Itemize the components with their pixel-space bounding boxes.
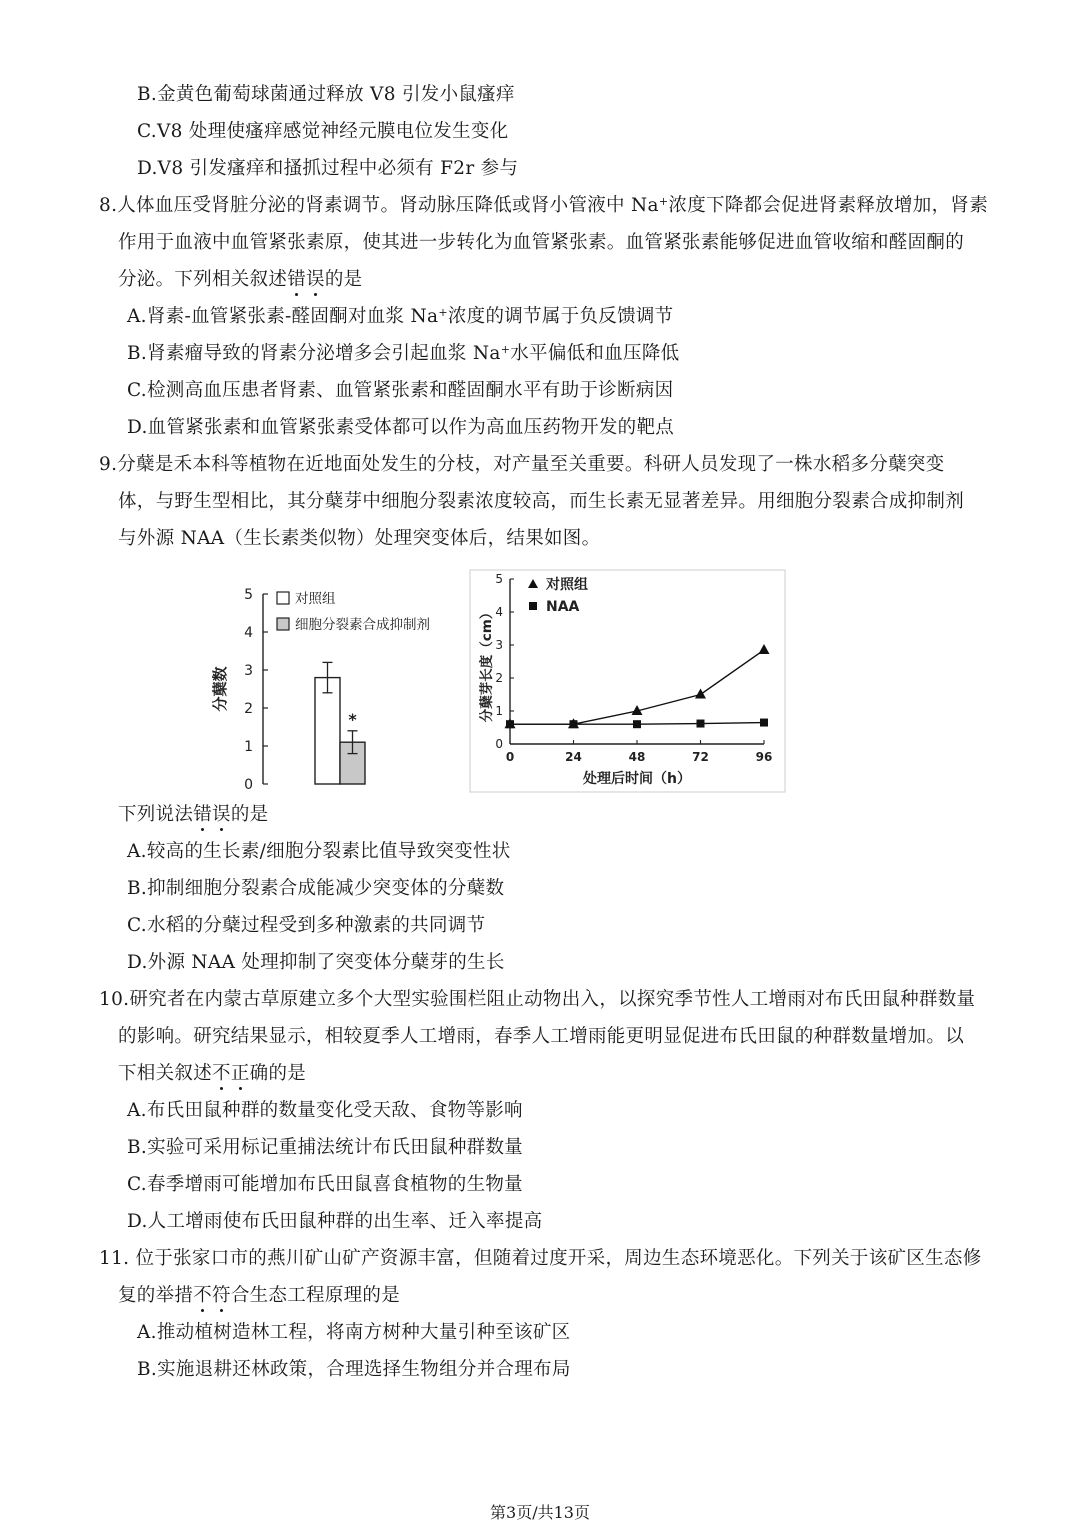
bar-y-tick-label: 1 — [244, 739, 253, 755]
q8-stem-line2: 作用于血液中血管紧张素原，使其进一步转化为血管紧张素。血管紧张素能够促进血管收缩和醛固酮的 — [118, 232, 965, 253]
q9-question: 下列说法错误的是 — [118, 804, 269, 825]
control-point — [695, 689, 706, 699]
bar-y-tick-label: 2 — [244, 701, 253, 717]
q10-stem-line3: 下相关叙述不正确的是 — [118, 1063, 307, 1084]
page-number: 第3页/共13页 — [490, 1503, 590, 1522]
line-x-tick-label: 0 — [505, 750, 515, 764]
q7-option-b: B.金黄色葡萄球菌通过释放 V8 引发小鼠瘙痒 — [137, 84, 515, 105]
line-chart — [465, 567, 795, 797]
q8-option-a: A.肾素-血管紧张素-醛固酮对血浆 Na+浓度的调节属于负反馈调节 — [127, 306, 674, 327]
naa-point — [633, 720, 641, 728]
bar-legend-swatch — [277, 618, 289, 630]
line-y-tick-label: 0 — [495, 737, 503, 751]
q9-stem-line1: 9.分蘖是禾本科等植物在近地面处发生的分枝，对产量至关重要。科研人员发现了一株水稻多分蘖突变 — [99, 454, 945, 475]
q8-option-d: D.血管紧张素和血管紧张素受体都可以作为高血压药物开发的靶点 — [127, 417, 675, 438]
q9-stem-line3: 与外源 NAA（生长素类似物）处理突变体后，结果如图。 — [118, 528, 601, 549]
bar-legend-label: 对照组 — [295, 591, 336, 607]
q11-stem-line1: 11. 位于张家口市的燕川矿山矿产资源丰富，但随着过度开采，周边生态环境恶化。下列关于该矿区生态修 — [99, 1248, 982, 1269]
q10-option-d: D.人工增雨使布氏田鼠种群的出生率、迁入率提高 — [127, 1211, 543, 1232]
line-y-axis-label: 分蘖芽长度（cm） — [479, 605, 495, 723]
q9-stem-line2: 体，与野生型相比，其分蘖芽中细胞分裂素浓度较高，而生长素无显著差异。用细胞分裂素合成抑制剂 — [118, 491, 965, 512]
control-point — [759, 644, 770, 654]
q9-option-c: C.水稻的分蘖过程受到多种激素的共同调节 — [127, 915, 486, 936]
q9-option-b: B.抑制细胞分裂素合成能减少突变体的分蘖数 — [127, 878, 505, 899]
line-y-tick-label: 5 — [495, 572, 503, 586]
bar-y-tick-label: 5 — [244, 587, 253, 603]
line-legend-triangle — [528, 579, 538, 588]
q8-option-b: B.肾素瘤导致的肾素分泌增多会引起血浆 Na+水平偏低和血压降低 — [127, 343, 680, 364]
q10-option-c: C.春季增雨可能增加布氏田鼠喜食植物的生物量 — [127, 1174, 523, 1195]
line-legend-label: NAA — [546, 599, 580, 615]
bar-legend-label: 细胞分裂素合成抑制剂 — [295, 617, 430, 633]
q11-option-b: B.实施退耕还林政策，合理选择生物组分并合理布局 — [137, 1359, 571, 1380]
q9-option-a: A.较高的生长素/细胞分裂素比值导致突变性状 — [127, 841, 511, 862]
bar-y-axis-label: 分蘖数 — [211, 666, 229, 712]
bar-control — [315, 678, 340, 784]
q10-option-b: B.实验可采用标记重捕法统计布氏田鼠种群数量 — [127, 1137, 524, 1158]
line-x-tick-label: 96 — [755, 750, 773, 764]
naa-point — [760, 719, 768, 727]
naa-point — [697, 720, 705, 728]
line-legend-label: 对照组 — [546, 577, 588, 593]
q8-option-c: C.检测高血压患者肾素、血管紧张素和醛固酮水平有助于诊断病因 — [127, 380, 674, 401]
bar-y-tick-label: 4 — [244, 625, 253, 641]
q7-option-d: D.V8 引发瘙痒和搔抓过程中必须有 F2r 参与 — [137, 158, 519, 179]
line-legend-square — [529, 602, 537, 610]
naa-point — [506, 720, 514, 728]
bar-y-tick-label: 0 — [244, 777, 253, 793]
line-x-tick-label: 48 — [628, 750, 646, 764]
q10-stem-line2: 的影响。研究结果显示，相较夏季人工增雨，春季人工增雨能更明显促进布氏田鼠的种群数量增加。以 — [118, 1026, 965, 1047]
line-x-tick-label: 24 — [565, 750, 582, 764]
q11-stem-line2: 复的举措不符合生态工程原理的是 — [118, 1285, 401, 1306]
line-chart-border — [470, 570, 785, 792]
q9-option-d: D.外源 NAA 处理抑制了突变体分蘖芽的生长 — [127, 952, 505, 973]
q8-stem-line1: 8.人体血压受肾脏分泌的肾素调节。肾动脉压降低或肾小管液中 Na+浓度下降都会促进肾素释放增加，肾素 — [99, 195, 988, 216]
line-y-tick-label: 2 — [495, 671, 503, 685]
line-y-tick-label: 3 — [495, 638, 503, 652]
q11-option-a: A.推动植树造林工程，将南方树种大量引种至该矿区 — [137, 1322, 571, 1343]
q10-stem-line1: 10.研究者在内蒙古草原建立多个大型实验围栏阻止动物出入，以探究季节性人工增雨对布氏田鼠种群数量 — [99, 989, 976, 1010]
naa-point — [570, 720, 578, 728]
q8-stem-line3: 分泌。下列相关叙述错误的是 — [118, 269, 363, 290]
bar-y-tick-label: 3 — [244, 663, 253, 679]
bar-legend-swatch — [277, 592, 289, 604]
line-x-axis-label: 处理后时间（h） — [583, 771, 691, 787]
q7-option-c: C.V8 处理使瘙痒感觉神经元膜电位发生变化 — [137, 121, 509, 142]
q10-option-a: A.布氏田鼠种群的数量变化受天敌、食物等影响 — [127, 1100, 523, 1121]
line-x-tick-label: 72 — [692, 750, 709, 764]
line-y-tick-label: 1 — [495, 704, 503, 718]
significance-asterisk: * — [348, 709, 357, 729]
line-y-tick-label: 4 — [495, 605, 503, 619]
bar-chart — [205, 572, 465, 797]
